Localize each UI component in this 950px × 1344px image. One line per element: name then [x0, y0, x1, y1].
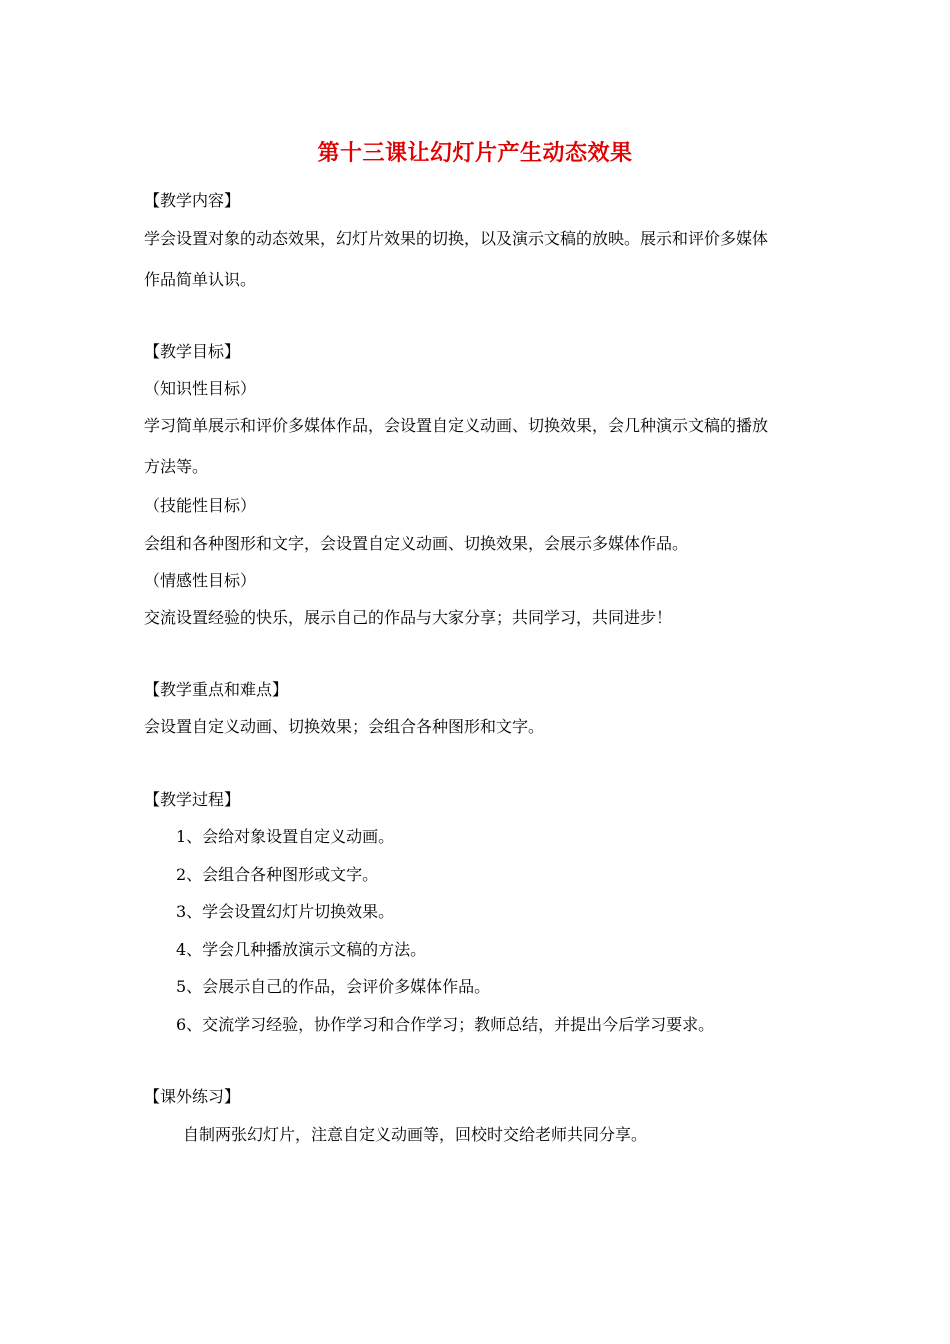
section-heading-goals: 【教学目标】: [144, 342, 241, 361]
knowledge-goal-line-1: 学习简单展示和评价多媒体作品，会设置自定义动画、切换效果，会几种演示文稿的播放: [144, 416, 769, 435]
skill-goal-label: （技能性目标）: [144, 496, 257, 515]
knowledge-goal-line-2: 方法等。: [144, 457, 209, 476]
homework-line: 自制两张幻灯片，注意自定义动画等，回校时交给老师共同分享。: [183, 1125, 648, 1144]
emotion-goal-label: （情感性目标）: [144, 571, 257, 590]
process-item-1: 1、会给对象设置自定义动画。: [176, 827, 395, 846]
skill-goal-line: 会组和各种图形和文字，会设置自定义动画、切换效果，会展示多媒体作品。: [144, 534, 689, 553]
page-title: 第十三课让幻灯片产生动态效果: [317, 140, 633, 166]
section-heading-key-points: 【教学重点和难点】: [144, 680, 289, 699]
process-item-2: 2、会组合各种图形或文字。: [176, 865, 379, 884]
process-item-4: 4、学会几种播放演示文稿的方法。: [176, 940, 427, 959]
process-item-3: 3、学会设置幻灯片切换效果。: [176, 902, 395, 921]
emotion-goal-line: 交流设置经验的快乐，展示自己的作品与大家分享；共同学习，共同进步！: [144, 608, 673, 627]
process-item-6: 6、交流学习经验，协作学习和合作学习；教师总结，并提出今后学习要求。: [176, 1015, 715, 1034]
process-item-5: 5、会展示自己的作品，会评价多媒体作品。: [176, 977, 491, 996]
key-points-line: 会设置自定义动画、切换效果；会组合各种图形和文字。: [144, 717, 545, 736]
knowledge-goal-label: （知识性目标）: [144, 379, 257, 398]
section-heading-content: 【教学内容】: [144, 191, 241, 210]
section-heading-process: 【教学过程】: [144, 790, 241, 809]
content-line-1: 学会设置对象的动态效果，幻灯片效果的切换，以及演示文稿的放映。展示和评价多媒体: [144, 229, 769, 248]
section-heading-homework: 【课外练习】: [144, 1087, 241, 1106]
content-line-2: 作品简单认识。: [144, 270, 257, 289]
